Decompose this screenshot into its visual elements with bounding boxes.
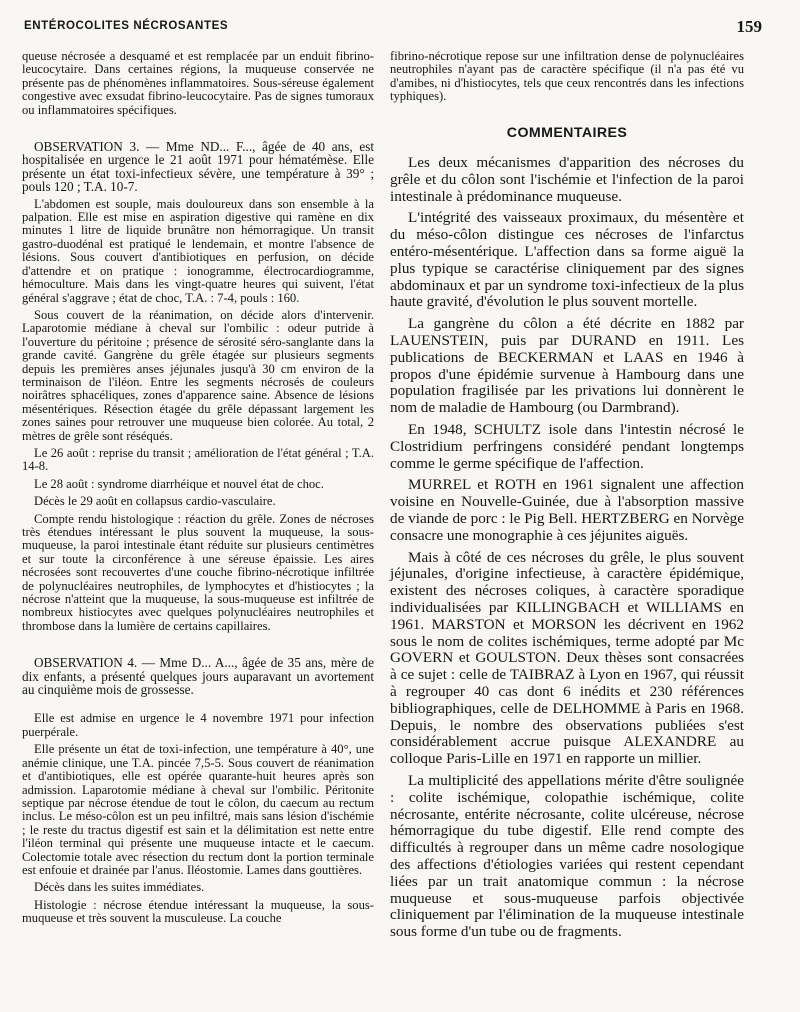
paragraph: Histologie : nécrose étendue intéressant la muqueuse, la sous-muqueuse et très souvent la musculeuse. La couche bbox=[22, 897, 374, 926]
paragraph: Elle présente un état de toxi-infection, une température à 40°, une anémie clinique, une T.A. pincée 7,5-5. Sous couvert de réanimation et d'antibiotiques, elle est opérée quarante-huit heures après son admission. Laparotomie médiane à cheval sur l'ombilic. Péritonite septique par nécrose étendue de tout le côlon, du caecum au rectum inclus. Le méso-côlon est un peu infiltré, mais sans lésion d'ischémie ; le reste du tractus digestif est sain et la délimitation est nette entre l'iléon terminal qui présente une muqueuse intacte et le caecum. Colectomie totale avec résection du rectum dont la portion terminale est enfouie et drainée par l'anus. Iléostomie. Lames dans gouttières. bbox=[22, 742, 374, 877]
paragraph: fibrino-nécrotique repose sur une infiltration dense de polynucléaires neutrophiles n'ayant pas de caractère spécifique (il n'a pas été vu d'amibes, ni d'histiocytes, tels que ceux rencontrés dans les infections typhiques). bbox=[390, 49, 744, 104]
paragraph: Sous couvert de la réanimation, on décide alors d'intervenir. Laparotomie médiane à cheval sur l'ombilic : odeur putride à l'ouverture du péritoine ; présence de sérosité séro-sanglante dans la grande cavité. Gangrène du grêle étagée sur plusieurs segments depuis les premières anses jéjunales jusqu'à 30 cm environ de la terminaison de l'iléon. Entre les segments nécrosés de couleurs noirâtres sphacéliques, zones d'apparence saine. Absence de lésions mésentériques. Résection étagée du grêle dépassant largement les zones saines pour retrouver une muqueuse bien colorée. Au total, 2 mètres de grêle sont réséqués. bbox=[22, 307, 374, 443]
page-number: 159 bbox=[736, 17, 762, 36]
running-title: ENTÉROCOLITES NÉCROSANTES bbox=[24, 20, 229, 32]
paragraph: Mais à côté de ces nécroses du grêle, le plus souvent jéjunales, d'origine infectieuse, à caractère épidémique, existent des nécroses coliques, à caractère sporadique individualisées par KILLINGBACH et WILLIAMS en 1961. MARSTON et MORSON les décrivent en 1962 sous le nom de colites ischémiques, terme adopté par Mc GOVERN et GOULSTON. Deux thèses sont consacrées à ce sujet : celle de TAIBRAZ à Lyon en 1967, qui réussit à regrouper 40 cas dont 6 inédits et 230 références bibliographiques, celle de DELHOMME à Paris en 1968. Depuis, le nombre des observations publiées s'est considérablement accrue puisque ALEXANDRE au colloque Paris-Lille en 1971 en rapporte un millier. bbox=[390, 548, 744, 768]
commentary-body bbox=[390, 155, 744, 941]
paragraph: L'intégrité des vaisseaux proximaux, du mésentère et du méso-côlon distingue ces nécroses de l'infarctus entéro-mésentérique. L'affection dans sa forme aiguë la plus typique se caractérise cliniquement par des signes abdominaux et par un syndrome toxi-infectieux de la plus haute gravité, d'évolution le plus souvent mortelle. bbox=[390, 209, 744, 311]
paragraph: En 1948, SCHULTZ isole dans l'intestin nécrosé le Clostridium perfringens considéré pendant longtemps comme le germe spécifique de l'affection. bbox=[390, 420, 744, 472]
left-column bbox=[22, 50, 374, 930]
page-header bbox=[24, 17, 762, 40]
section-heading: COMMENTAIRES bbox=[506, 124, 628, 141]
observation-3-heading-paragraph: OBSERVATION 3. — Mme ND... F..., âgée de 40 ans, est hospitalisée en urgence le 21 août 1971 pour hématémèse. Elle présente un état toxi-infectieux sévère, une température à 39° ; pouls 120 ; T.A. 10-7. bbox=[22, 139, 374, 195]
paragraph: queuse nécrosée a desquamé et est remplacée par un enduit fibrino-leucocytaire. Dans certaines régions, la muqueuse conservée ne présente pas de phénomènes inflammatoires. Sous-séreuse également congestive avec exsudat fibrino-leucocytaire. Pas de signes tumoraux ou inflammatoires spécifiques. bbox=[22, 49, 374, 117]
paragraph: Décès le 29 août en collapsus cardio-vasculaire. bbox=[34, 494, 276, 509]
paragraph: La multiplicité des appellations mérite d'être soulignée : colite ischémique, colopathie ischémique, colite nécrosante, entérite nécrosante, colite ulcéreuse, nécrose hémorragique du tube digestif. Elle rend compte des difficultés à regrouper dans un même cadre nosologique des affections d'étiologies variées qui restent cependant liées par un trait anatomique commun : la nécrose muqueuse et sous-muqueuse parfois objectivée cliniquement par l'élimination de la muqueuse intestinale sous forme d'un tube ou de fragments. bbox=[390, 771, 744, 941]
paragraph: Les deux mécanismes d'apparition des nécroses du grêle et du côlon sont l'ischémie et l'infection de la paroi intestinale à prédominance muqueuse. bbox=[390, 154, 744, 205]
paragraph: Elle est admise en urgence le 4 novembre 1971 pour infection puerpérale. bbox=[22, 711, 374, 739]
observation-4-heading-paragraph: OBSERVATION 4. — Mme D... A..., âgée de 35 ans, mère de dix enfants, a présenté quelques jours auparavant un avortement au cinquième mois de grossesse. bbox=[22, 655, 374, 698]
right-column bbox=[390, 50, 744, 946]
paragraph: Le 26 août : reprise du transit ; amélioration de l'état général ; T.A. 14-8. bbox=[22, 445, 374, 474]
paragraph: L'abdomen est souple, mais douloureux dans son ensemble à la palpation. Elle est mise en aspiration digestive qui ramène en dix minutes 1 litre de liquide brunâtre non hémorragique. Un transit gastro-duodénal est pratiqué le lendemain, et montre l'absence de lésions. Sous couvert d'antibiotiques en perfusion, on décide d'attendre et on pratique : ionogramme, électrocardiogramme, hémoculture. Mais dans les vingt-quatre heures qui suivent, l'état général s'aggrave ; état de choc, T.A. : 7-4, pouls : 160. bbox=[22, 196, 374, 305]
paragraph: Compte rendu histologique : réaction du grêle. Zones de nécroses très étendues intéressant le plus souvent la muqueuse, la sous-muqueuse, la paroi intestinale étant réduite sur plusieurs centimètres et sur toute la circonférence à une séreuse épaissie. Les aires nécrosées sont recouvertes d'une couche fibrino-nécrotique infiltrée de polynucléaires neutrophiles, de lymphocytes et d'histiocytes ; la nécrose n'atteint que la muqueuse, la sous-muqueuse est infiltrée de nombreux histiocytes avec quelques polynucléaires neutrophiles et thrombose dans la lumière de certains capillaires. bbox=[22, 511, 374, 633]
paragraph: MURREL et ROTH en 1961 signalent une affection voisine en Nouvelle-Guinée, due à l'absorption massive de viande de porc : le Pig Bell. HERTZBERG en Norvège consacre une monographie à ces jéjunites aiguës. bbox=[390, 476, 744, 544]
paragraph: Le 28 août : syndrome diarrhéique et nouvel état de choc. bbox=[34, 476, 324, 491]
paragraph: Décès dans les suites immédiates. bbox=[34, 880, 205, 895]
paragraph: La gangrène du côlon a été décrite en 1882 par LAUENSTEIN, puis par DURAND en 1911. Les publications de BECKERMAN et LAAS en 1946 à propos d'une épidémie survenue à Hambourg dans une population fragilisée par les privations lui donnèrent le nom de maladie de Hambourg (ou Darmbrand). bbox=[390, 315, 744, 417]
